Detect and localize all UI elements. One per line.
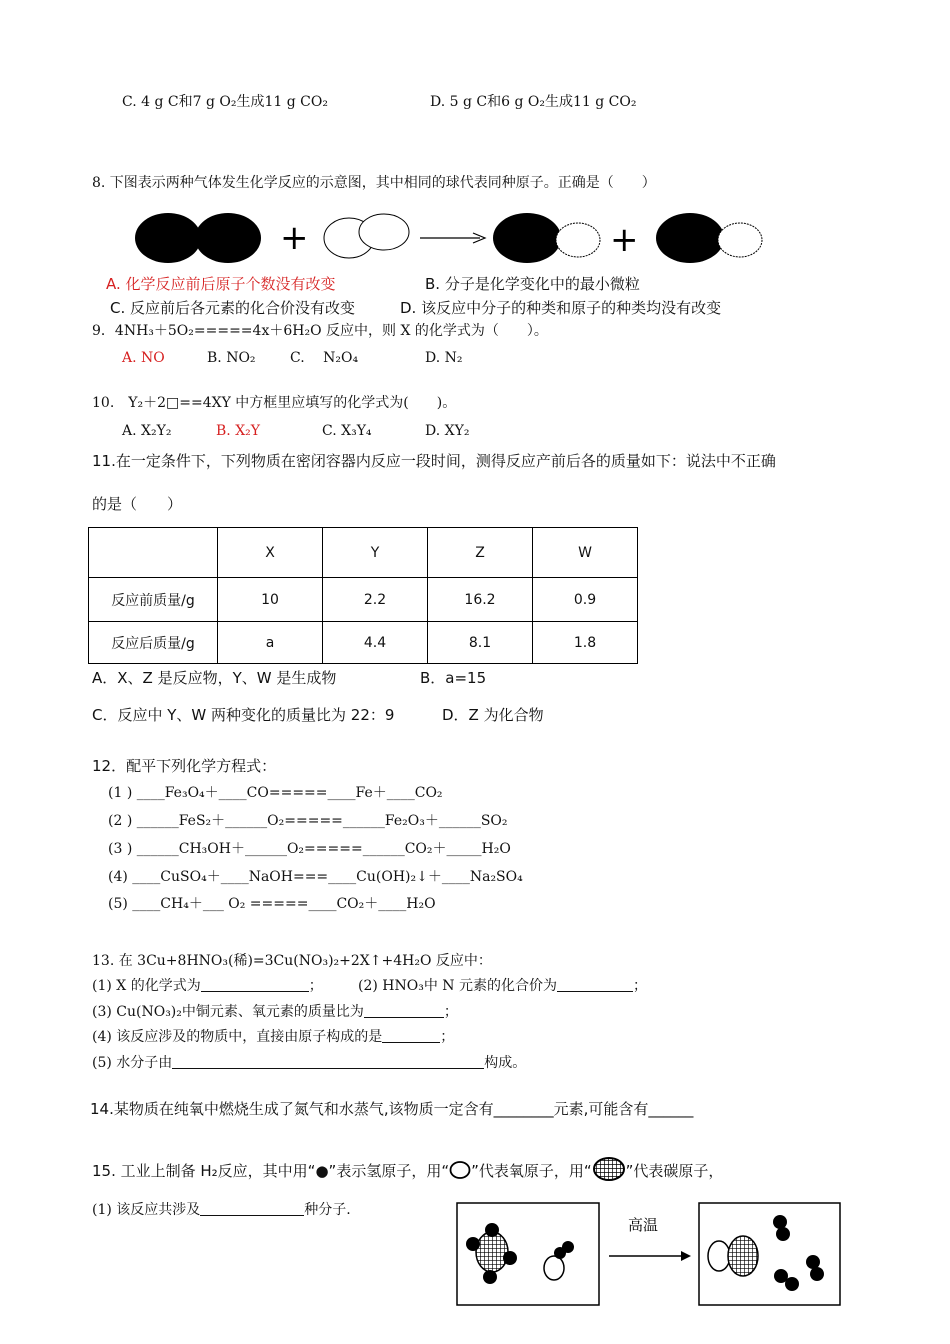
black-atom bbox=[656, 213, 724, 263]
answer-blank[interactable] bbox=[364, 1003, 444, 1018]
table-cell: 16.2 bbox=[428, 578, 533, 622]
table-header-row bbox=[89, 528, 638, 578]
table-header-cell: Z bbox=[428, 528, 533, 578]
q12-equation-4: (4) ____CuSO₄＋____NaOH===____Cu(OH)₂↓＋____Na₂SO₄ bbox=[108, 869, 523, 885]
hydrogen-atom bbox=[562, 1241, 574, 1253]
q9-option-b: B. NO₂ bbox=[207, 350, 256, 366]
answer-blank[interactable] bbox=[172, 1054, 484, 1069]
table-cell: 2.2 bbox=[323, 578, 428, 622]
q15-stem bbox=[92, 1156, 723, 1182]
q9-option-d: D. N₂ bbox=[425, 350, 463, 366]
q9-stem: 9．4NH₃＋5O₂=====4x＋6H₂O 反应中，则 X 的化学式为（ ）。 bbox=[92, 323, 548, 339]
table-header-cell: W bbox=[533, 528, 638, 578]
table-cell: 8.1 bbox=[428, 622, 533, 664]
q14-text: 14.某物质在纯氧中燃烧生成了氮气和水蒸气,该物质一定含有________元素,可能含有______ bbox=[90, 1100, 694, 1118]
q9-option-c: C. N₂O₄ bbox=[290, 350, 359, 366]
q13-part-5-label: (5) 水分子由 bbox=[92, 1055, 173, 1071]
q15-stem-c: ”代表碳原子， bbox=[625, 1162, 724, 1180]
table-header-cell: X bbox=[218, 528, 323, 578]
svg-text:+: + bbox=[280, 218, 309, 258]
q11-stem-line2: 的是（ ） bbox=[92, 495, 183, 513]
answer-blank[interactable] bbox=[382, 1028, 440, 1043]
q10-option-d: D. XY₂ bbox=[425, 423, 470, 439]
oxygen-atom bbox=[544, 1256, 564, 1280]
table-header-cell: Y bbox=[323, 528, 428, 578]
hydrogen-atom bbox=[503, 1251, 517, 1265]
hydrogen-atom bbox=[485, 1223, 499, 1237]
q13-part-3 bbox=[92, 1002, 458, 1022]
q15-reaction-diagram bbox=[456, 1200, 842, 1310]
hydrogen-atom bbox=[466, 1237, 480, 1251]
q13-part-4-end: ； bbox=[440, 1029, 455, 1045]
q12-equation-2: (2 ) ______FeS₂＋______O₂=====______Fe₂O₃＋______SO₂ bbox=[108, 813, 508, 829]
black-atom bbox=[135, 213, 201, 263]
oxygen-atom-icon bbox=[449, 1160, 471, 1180]
hydrogen-atom bbox=[776, 1227, 790, 1241]
q8-option-d: D. 该反应中分子的种类和原子的种类均没有改变 bbox=[400, 299, 722, 317]
table-cell: 反应后质量/g bbox=[89, 622, 218, 664]
q15-arrow-label: 高温 bbox=[628, 1216, 659, 1234]
q8-option-c: C. 反应前后各元素的化合价没有改变 bbox=[110, 299, 356, 317]
q9-option-a: A. NO bbox=[122, 350, 165, 366]
q13-part-2-label: (2) HNO₃中 N 元素的化合价为 bbox=[358, 978, 557, 994]
q7-option-c: C. 4 g C和7 g O₂生成11 g CO₂ bbox=[122, 94, 328, 110]
table-cell: 1.8 bbox=[533, 622, 638, 664]
q8-reaction-diagram bbox=[130, 207, 770, 269]
q11-stem-line1: 11.在一定条件下，下列物质在密闭容器内反应一段时间，测得反应产前后各的质量如下：说法中不正确 bbox=[92, 452, 776, 470]
q13-part-2 bbox=[358, 976, 647, 996]
q10-option-a: A. X₂Y₂ bbox=[122, 423, 172, 439]
q8-option-b: B. 分子是化学变化中的最小微粒 bbox=[425, 275, 640, 293]
carbon-atom bbox=[728, 1236, 758, 1276]
table-row bbox=[89, 578, 638, 622]
q15-stem-a: 15. 工业上制备 H₂反应，其中用“●”表示氢原子，用“ bbox=[92, 1162, 450, 1180]
q7-option-d: D. 5 g C和6 g O₂生成11 g CO₂ bbox=[430, 94, 637, 110]
black-atom bbox=[195, 213, 261, 263]
table-row bbox=[89, 622, 638, 664]
q8-stem: 8. 下图表示两种气体发生化学反应的示意图，其中相同的球代表同种原子。正确是（ ） bbox=[92, 175, 656, 191]
q13-part-5 bbox=[92, 1053, 526, 1073]
white-atom bbox=[718, 223, 762, 257]
q15-stem-b: ”代表氧原子，用“ bbox=[471, 1162, 592, 1180]
table-cell: 10 bbox=[218, 578, 323, 622]
q12-equation-5: (5) ____CH₄＋___ O₂ =====____CO₂＋____H₂O bbox=[108, 896, 436, 912]
q10-option-c: C. X₃Y₄ bbox=[322, 423, 372, 439]
q13-part-4 bbox=[92, 1027, 454, 1047]
black-atom bbox=[493, 213, 561, 263]
answer-blank[interactable] bbox=[557, 977, 633, 992]
q13-part-1-end: ； bbox=[308, 978, 323, 994]
q11-option-c: C．反应中 Y、W 两种变化的质量比为 22：9 bbox=[92, 706, 395, 724]
q13-part-3-label: (3) Cu(NO₃)₂中铜元素、氧元素的质量比为 bbox=[92, 1004, 364, 1020]
q12-equation-1: (1 ) ____Fe₃O₄＋____CO=====____Fe＋____CO₂ bbox=[108, 785, 443, 801]
q13-part-3-end: ； bbox=[443, 1004, 458, 1020]
q15-part-1-end: 种分子. bbox=[304, 1202, 351, 1218]
hydrogen-atom bbox=[806, 1255, 820, 1269]
q11-option-b: B．a=15 bbox=[420, 669, 487, 687]
white-atom bbox=[556, 223, 600, 257]
q15-part-1 bbox=[92, 1200, 351, 1220]
answer-blank[interactable] bbox=[201, 977, 309, 992]
hydrogen-atom bbox=[773, 1215, 787, 1229]
table-cell: 4.4 bbox=[323, 622, 428, 664]
table-cell: a bbox=[218, 622, 323, 664]
q12-equation-3: (3 ) ______CH₃OH＋______O₂=====______CO₂＋_____H₂O bbox=[108, 841, 511, 857]
carbon-atom bbox=[476, 1232, 508, 1272]
white-atom bbox=[359, 214, 409, 250]
q13-part-2-end: ； bbox=[632, 978, 647, 994]
q11-mass-table bbox=[88, 527, 638, 664]
hydrogen-atom bbox=[483, 1270, 497, 1284]
q13-part-1-label: (1) X 的化学式为 bbox=[92, 978, 201, 994]
q12-stem: 12．配平下列化学方程式： bbox=[92, 757, 277, 775]
q13-stem: 13. 在 3Cu+8HNO₃(稀)=3Cu(NO₃)₂+2X↑+4H₂O 反应中： bbox=[92, 953, 492, 969]
q13-part-4-label: (4) 该反应涉及的物质中，直接由原子构成的是 bbox=[92, 1029, 383, 1045]
q10-stem: 10. Y₂＋2□==4XY 中方框里应填写的化学式为( )。 bbox=[92, 395, 457, 411]
svg-text:+: + bbox=[610, 220, 639, 260]
hydrogen-atom bbox=[785, 1277, 799, 1291]
hydrogen-atom bbox=[810, 1267, 824, 1281]
table-header-cell bbox=[89, 528, 218, 578]
oxygen-atom bbox=[708, 1241, 730, 1271]
answer-blank[interactable] bbox=[200, 1201, 304, 1216]
q11-option-a: A．X、Z 是反应物，Y、W 是生成物 bbox=[92, 669, 337, 687]
carbon-atom-icon bbox=[592, 1156, 626, 1182]
q8-option-a: A. 化学反应前后原子个数没有改变 bbox=[106, 275, 336, 293]
q15-part-1-label: (1) 该反应共涉及 bbox=[92, 1202, 201, 1218]
q13-part-5-end: 构成。 bbox=[484, 1055, 527, 1071]
q11-option-d: D．Z 为化合物 bbox=[442, 706, 544, 724]
table-cell: 反应前质量/g bbox=[89, 578, 218, 622]
q10-option-b: B. X₂Y bbox=[216, 423, 261, 439]
table-cell: 0.9 bbox=[533, 578, 638, 622]
q13-part-1 bbox=[92, 976, 323, 996]
